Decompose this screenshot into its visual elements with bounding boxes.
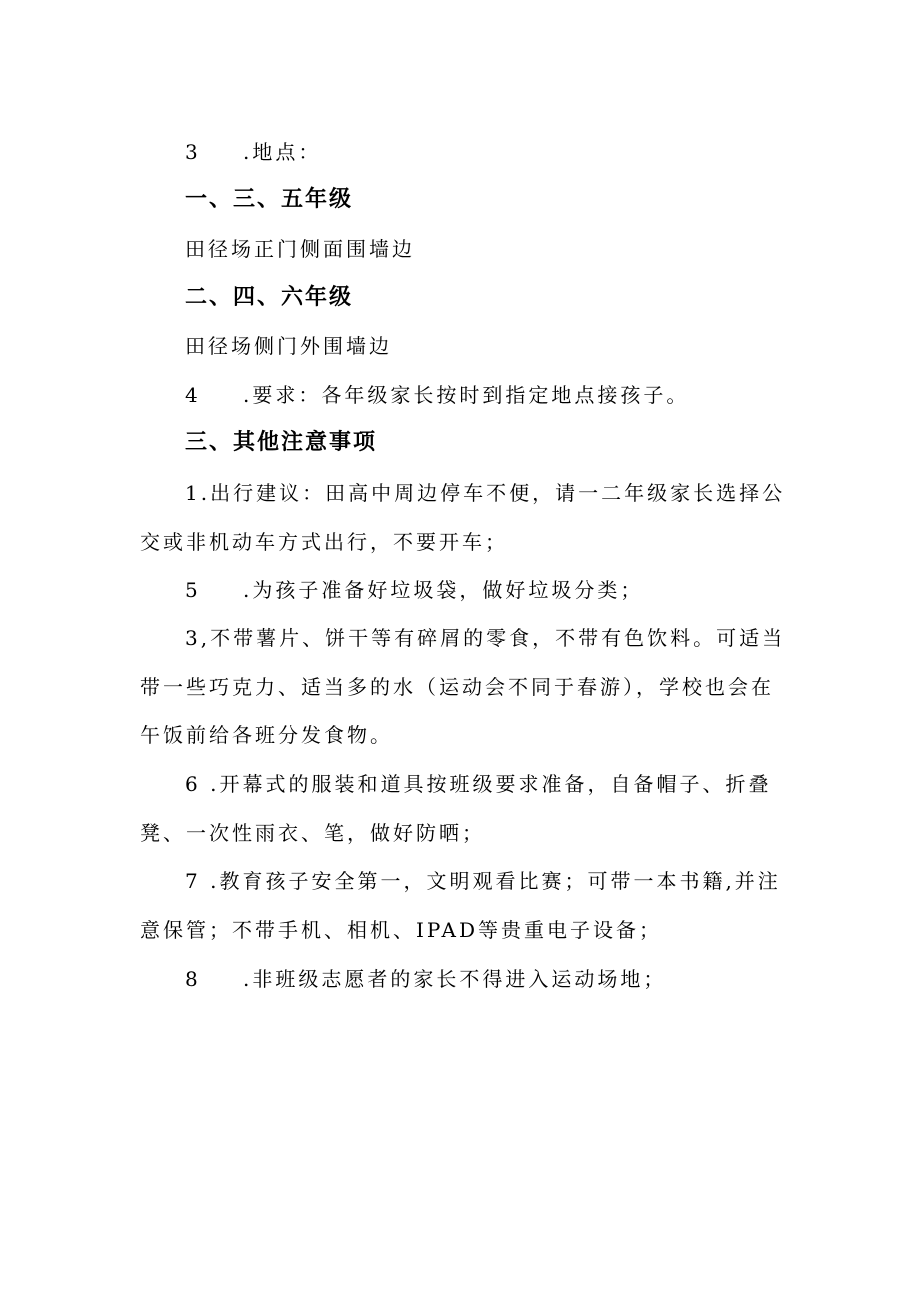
- paragraph-snacks-line3: 午饭前给各班分发食物。: [140, 723, 393, 747]
- paragraph-safety-line2: 意保管；不带手机、相机、IPAD等贵重电子设备；: [140, 918, 662, 942]
- item-text: .非班级志愿者的家长不得进入运动场地；: [243, 967, 667, 991]
- item-8-volunteers: [185, 964, 845, 994]
- heading-grades-246: 二、四、六年级: [185, 285, 354, 310]
- item-number: 8: [185, 967, 201, 991]
- item-5-garbage: [185, 575, 845, 605]
- item-number: 3: [185, 140, 201, 164]
- paragraph-travel-line2: 交或非机动车方式出行，不要开车；: [140, 530, 508, 554]
- item-text: .要求：各年级家长按时到指定地点接孩子。: [243, 383, 690, 407]
- item-4-requirement: [185, 380, 845, 410]
- item-number: 4: [185, 383, 201, 407]
- item-number: 5: [185, 578, 201, 602]
- paragraph-opening-line1: 6 .开幕式的服装和道具按班级要求准备，自备帽子、折叠: [185, 772, 772, 796]
- item-3-location: [185, 137, 845, 167]
- paragraph-location-246: 田径场侧门外围墙边: [185, 334, 392, 358]
- item-text: .地点：: [243, 140, 322, 164]
- paragraph-safety-line1: 7 .教育孩子安全第一，文明观看比赛；可带一本书籍,并注: [185, 869, 781, 893]
- paragraph-opening-line2: 凳、一次性雨衣、笔，做好防晒；: [140, 821, 485, 845]
- item-text: .为孩子准备好垃圾袋，做好垃圾分类；: [243, 578, 644, 602]
- paragraph-location-135: 田径场正门侧面围墙边: [185, 237, 415, 261]
- paragraph-snacks-line2: 带一些巧克力、适当多的水（运动会不同于春游），学校也会在: [140, 675, 774, 699]
- paragraph-snacks-line1: 3,不带薯片、饼干等有碎屑的零食，不带有色饮料。可适当: [185, 626, 786, 650]
- heading-other-notes: 三、其他注意事项: [185, 430, 378, 455]
- heading-grades-135: 一、三、五年级: [185, 187, 354, 212]
- paragraph-travel-line1: 1.出行建议：田高中周边停车不便，请一二年级家长选择公: [185, 481, 786, 505]
